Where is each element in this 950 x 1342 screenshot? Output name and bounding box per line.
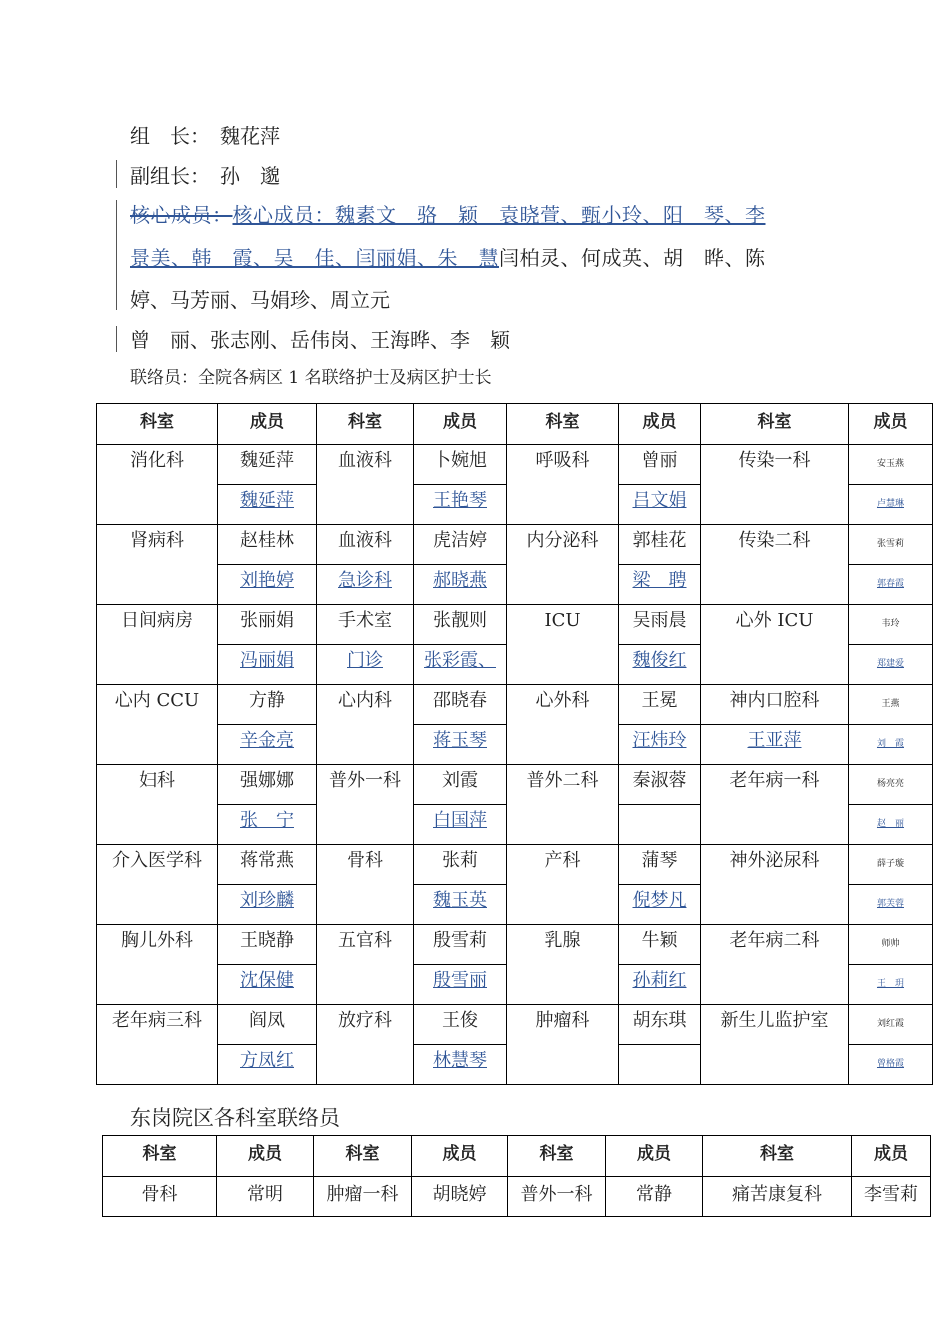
dept-name: 心外 ICU (735, 610, 814, 631)
member-cell (619, 685, 701, 725)
dept-cell (97, 765, 218, 845)
header-member: 成员 (414, 404, 507, 445)
member-cell (619, 645, 701, 685)
member-name: 殷雪莉 (433, 930, 487, 951)
member-cell (619, 965, 701, 1005)
dept-name: 五官科 (338, 930, 392, 951)
member-cell (218, 965, 317, 1005)
member-name: 吕文娟 (632, 490, 687, 511)
dept-cell (317, 645, 414, 685)
member-name: 刘红霞 (876, 1019, 904, 1029)
member-cell (619, 445, 701, 485)
dept-cell (701, 765, 849, 845)
table-row (97, 925, 933, 965)
header-member: 成员 (849, 404, 933, 445)
member-cell (218, 725, 317, 765)
member-name: 张莉 (442, 850, 478, 871)
member-cell (619, 925, 701, 965)
header-dept: 科室 (97, 404, 218, 445)
dept-name: 肾病科 (130, 530, 184, 551)
member-name: 曾格霞 (876, 1059, 904, 1069)
member-name: 卜婉旭 (433, 450, 487, 471)
dept-cell (507, 605, 619, 685)
dept-cell (317, 1005, 414, 1085)
dept-cell (507, 765, 619, 845)
dept-name: 心外科 (535, 690, 590, 711)
member-cell (849, 1005, 933, 1045)
dept-name: 神外泌尿科 (729, 850, 820, 871)
member-cell (414, 685, 507, 725)
member-cell (619, 1005, 701, 1045)
dept-cell (317, 605, 414, 645)
member-cell (218, 645, 317, 685)
dept-name: 肿瘤科 (535, 1010, 590, 1031)
liaison-note: 联络员：全院各病区 1 名联络护士及病区护士长 (130, 368, 492, 388)
table-row (97, 685, 933, 725)
member-cell (849, 685, 933, 725)
dept-cell (317, 765, 414, 845)
member-name: 魏俊红 (632, 650, 687, 671)
member-cell (218, 525, 317, 565)
dept-cell (97, 845, 218, 925)
member-name: 王艳琴 (433, 490, 487, 511)
member-name: 王俊 (442, 1010, 478, 1031)
header-member: 成员 (619, 404, 701, 445)
dept-cell (507, 685, 619, 765)
table-row (97, 445, 933, 485)
member-name: 胡东琪 (632, 1010, 687, 1031)
dept-name: 普外二科 (526, 770, 599, 791)
member-cell (414, 605, 507, 645)
header-dept: 科室 (103, 1136, 217, 1177)
member-cell (218, 885, 317, 925)
member-name: 牛颖 (641, 930, 678, 951)
member-cell: 常静 (606, 1177, 703, 1217)
member-name: 孙莉红 (632, 970, 687, 991)
member-name: 郝晓燕 (433, 570, 487, 591)
member-name: 梁 聘 (632, 570, 687, 591)
dept-name: 消化科 (130, 450, 184, 471)
dept-cell (317, 565, 414, 605)
member-name: 蒲琴 (641, 850, 678, 871)
dept-name: 新生儿监护室 (720, 1010, 829, 1031)
member-cell (218, 565, 317, 605)
core-members-line-3: 婷、马芳丽、马娟珍、周立元 (130, 288, 390, 312)
dept-name: 产科 (544, 850, 581, 871)
member-name: 安玉燕 (876, 459, 904, 469)
member-name: 辛金亮 (240, 730, 294, 751)
member-cell (849, 645, 933, 685)
member-name: 阎凤 (249, 1010, 285, 1031)
member-name: 刘 霞 (876, 739, 904, 749)
dept-cell (701, 605, 849, 685)
member-name: 刘霞 (442, 770, 478, 791)
dept-cell (701, 525, 849, 605)
member-cell (414, 725, 507, 765)
dept-cell (317, 525, 414, 565)
member-cell (414, 525, 507, 565)
dept-cell (701, 925, 849, 1005)
member-cell (849, 445, 933, 485)
dept-name: 急诊科 (338, 570, 392, 591)
dept-cell (97, 525, 218, 605)
dept-cell: 普外一科 (508, 1177, 606, 1217)
member-cell (619, 725, 701, 765)
member-cell (849, 805, 933, 845)
table-row (97, 605, 933, 645)
dept-cell (507, 445, 619, 525)
member-name: 蒋常燕 (240, 850, 294, 871)
east-section-title: 东岗院区各科室联络员 (130, 1106, 340, 1130)
member-cell (849, 485, 933, 525)
member-name: 王燕 (881, 699, 900, 709)
dept-cell (507, 525, 619, 605)
member-name: 张 宁 (240, 810, 294, 831)
header-member: 成员 (412, 1136, 508, 1177)
member-name: 师帅 (881, 939, 900, 949)
member-name: 郭芙蓉 (876, 899, 904, 909)
change-bar (116, 326, 117, 352)
member-name: 魏延萍 (240, 450, 294, 471)
member-name: 王晓静 (240, 930, 294, 951)
table-row (97, 765, 933, 805)
dept-cell (701, 685, 849, 725)
member-cell (619, 845, 701, 885)
member-cell (849, 1045, 933, 1085)
member-cell (414, 845, 507, 885)
dept-cell (97, 445, 218, 525)
dept-cell: 痛苦康复科 (703, 1177, 852, 1217)
dept-cell (97, 1005, 218, 1085)
dept-name: 老年病一科 (729, 770, 820, 791)
dept-cell (507, 1005, 619, 1085)
member-cell: 胡晓婷 (412, 1177, 508, 1217)
dept-cell (701, 725, 849, 765)
member-name: 张丽娟 (240, 610, 294, 631)
deputy-line (130, 164, 280, 188)
dept-name: 骨科 (347, 850, 383, 871)
member-name: 虎洁婷 (433, 530, 487, 551)
member-name: 沈保健 (240, 970, 294, 991)
dept-name: 介入医学科 (112, 850, 202, 871)
table-row (103, 1177, 931, 1217)
member-cell (849, 725, 933, 765)
member-cell (218, 605, 317, 645)
member-cell (414, 565, 507, 605)
dept-name: 乳腺 (544, 930, 581, 951)
dept-name: 门诊 (347, 650, 383, 671)
liaison-table (96, 403, 933, 1085)
core-members-line-4: 曾 丽、张志刚、岳伟岗、王海晔、李 颖 (130, 328, 510, 352)
deputy-label: 副组长： (130, 164, 200, 188)
dept-name: 放疗科 (338, 1010, 392, 1031)
member-name: 吴雨晨 (632, 610, 687, 631)
header-dept: 科室 (314, 1136, 412, 1177)
dept-name: 神内口腔科 (729, 690, 820, 711)
dept-name: 心内科 (338, 690, 392, 711)
member-name: 强娜娜 (240, 770, 294, 791)
member-name: 林慧琴 (433, 1050, 487, 1071)
member-cell (619, 565, 701, 605)
leader-label: 组 长： (130, 124, 200, 148)
member-cell (414, 1045, 507, 1085)
table-header-row (97, 404, 933, 445)
header-member: 成员 (217, 1136, 314, 1177)
dept-name: 内分泌科 (526, 530, 599, 551)
member-cell (849, 965, 933, 1005)
member-name: 郭春霞 (876, 579, 904, 589)
member-name: 郑建爱 (876, 659, 904, 669)
member-cell (218, 765, 317, 805)
member-name: 魏延萍 (240, 490, 294, 511)
member-name: 殷雪丽 (433, 970, 487, 991)
member-name: 张雪莉 (876, 539, 904, 549)
dept-cell (701, 1005, 849, 1085)
dept-cell: 肿瘤一科 (314, 1177, 412, 1217)
table-row (97, 1005, 933, 1045)
header-member: 成员 (852, 1136, 931, 1177)
member-cell (218, 685, 317, 725)
member-name: 薛子璇 (876, 859, 904, 869)
member-name: 秦淑蓉 (632, 770, 687, 791)
member-cell (414, 885, 507, 925)
dept-name: 手术室 (338, 610, 392, 631)
dept-name: 血液科 (338, 530, 392, 551)
dept-name: ICU (544, 610, 581, 631)
dept-name: 王亚萍 (747, 730, 802, 751)
dept-cell (507, 925, 619, 1005)
member-name: 邵晓春 (433, 690, 487, 711)
member-name: 方静 (249, 690, 285, 711)
member-cell (414, 485, 507, 525)
header-member: 成员 (606, 1136, 703, 1177)
dept-name: 呼吸科 (535, 450, 590, 471)
member-name: 曾丽 (641, 450, 678, 471)
east-liaison-table (102, 1135, 931, 1217)
header-member: 成员 (218, 404, 317, 445)
dept-name: 普外一科 (329, 770, 401, 791)
member-name: 韦玲 (881, 619, 900, 629)
dept-name: 老年病三科 (112, 1010, 202, 1031)
member-cell (849, 525, 933, 565)
dept-cell (97, 605, 218, 685)
member-cell (218, 485, 317, 525)
member-cell (414, 965, 507, 1005)
member-name: 王 玥 (876, 979, 904, 989)
dept-name: 心内 CCU (114, 690, 200, 711)
dept-name: 妇科 (139, 770, 175, 791)
member-cell (218, 925, 317, 965)
member-cell (218, 805, 317, 845)
member-cell (619, 485, 701, 525)
dept-cell (97, 685, 218, 765)
core-members-line-2 (130, 246, 766, 270)
leader-name: 魏花萍 (220, 124, 280, 148)
dept-name: 血液科 (338, 450, 392, 471)
deleted-text: 核心成员： (130, 203, 233, 227)
member-cell: 李雪莉 (852, 1177, 931, 1217)
core-members-rest: 闫柏灵、何成英、胡 晔、陈 (499, 246, 766, 270)
dept-cell (317, 445, 414, 525)
header-dept: 科室 (317, 404, 414, 445)
member-name: 郭桂花 (632, 530, 687, 551)
member-name: 刘艳婷 (240, 570, 294, 591)
member-name: 杨亮亮 (876, 779, 904, 789)
inserted-text: 核心成员：魏素文 骆 颖 袁晓萱、甄小玲、阳 琴、李 (232, 203, 766, 227)
core-members-line-1 (130, 203, 766, 227)
member-cell (414, 805, 507, 845)
member-name: 刘珍麟 (240, 890, 294, 911)
header-dept: 科室 (701, 404, 849, 445)
dept-cell (97, 925, 218, 1005)
member-cell (414, 765, 507, 805)
member-name: 赵桂林 (240, 530, 294, 551)
dept-cell (317, 685, 414, 765)
member-name: 汪炜玲 (632, 730, 687, 751)
header-dept: 科室 (703, 1136, 852, 1177)
member-name: 蒋玉琴 (433, 730, 487, 751)
dept-name: 胸儿外科 (121, 930, 193, 951)
member-cell (414, 1005, 507, 1045)
table-header-row (103, 1136, 931, 1177)
member-name: 倪梦凡 (632, 890, 687, 911)
member-cell (414, 645, 507, 685)
member-cell (849, 925, 933, 965)
member-cell (218, 1005, 317, 1045)
dept-name: 传染二科 (738, 530, 811, 551)
member-cell (849, 565, 933, 605)
member-cell (849, 765, 933, 805)
member-cell (849, 845, 933, 885)
header-dept: 科室 (508, 1136, 606, 1177)
member-name: 冯丽娟 (240, 650, 294, 671)
member-cell (414, 445, 507, 485)
member-cell (619, 1045, 701, 1085)
member-name: 魏玉英 (433, 890, 487, 911)
member-cell: 常明 (217, 1177, 314, 1217)
dept-cell: 骨科 (103, 1177, 217, 1217)
member-name: 方凤红 (240, 1050, 294, 1071)
member-name: 张靓则 (433, 610, 487, 631)
leader-line (130, 124, 280, 148)
member-name: 王冕 (641, 690, 678, 711)
dept-cell (507, 845, 619, 925)
member-name: 张彩霞、 (424, 650, 496, 671)
inserted-text: 景美、韩 霞、吴 佳、闫丽娟、朱 慧 (130, 246, 499, 270)
change-bar (116, 200, 117, 310)
member-name: 赵 丽 (876, 819, 904, 829)
dept-cell (701, 445, 849, 525)
member-cell (619, 765, 701, 805)
member-cell (619, 805, 701, 845)
member-cell (619, 885, 701, 925)
table-row (97, 525, 933, 565)
change-bar (116, 160, 117, 188)
dept-cell (317, 925, 414, 1005)
table-row (97, 845, 933, 885)
member-cell (849, 885, 933, 925)
member-name: 白国萍 (433, 810, 487, 831)
dept-name: 老年病二科 (729, 930, 820, 951)
dept-name: 传染一科 (738, 450, 811, 471)
dept-cell (701, 845, 849, 925)
header-dept: 科室 (507, 404, 619, 445)
member-cell (414, 925, 507, 965)
member-cell (218, 445, 317, 485)
deputy-name: 孙 邈 (220, 164, 280, 188)
dept-name: 日间病房 (121, 610, 193, 631)
member-name: 卢慧琳 (876, 499, 904, 509)
member-cell (218, 1045, 317, 1085)
dept-cell (317, 845, 414, 925)
member-cell (619, 605, 701, 645)
member-cell (218, 845, 317, 885)
member-cell (849, 605, 933, 645)
member-cell (619, 525, 701, 565)
